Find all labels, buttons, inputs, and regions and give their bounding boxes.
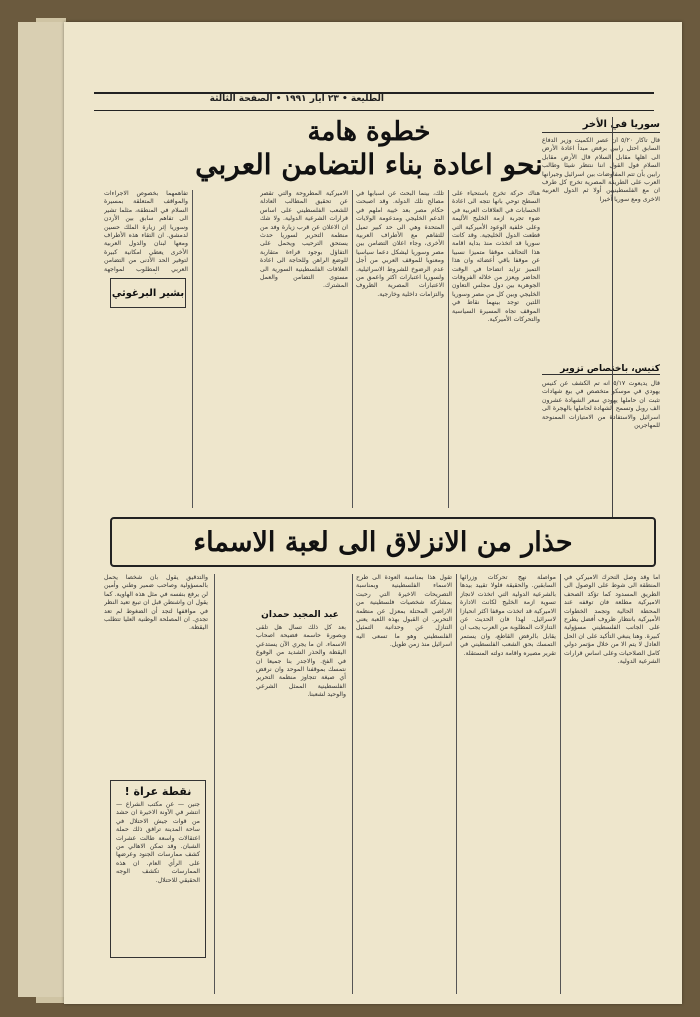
sidebar-title-2: كنيس، باختصاص تزوير: [542, 364, 660, 375]
lower-column-4: بعد كل ذلك تسأل هل تلقى وبصورة حاسمة فضيحة اصحاب الاسماء. ان ما يجري الآن يستدعي اليقظة والحذر الشديد من الوقوع في الفخ. والاجدر بنا جميعا ان نتمسك بموقفنا الموحد وان نرفض أي صيغة تتجاوز منظمة التحرير الفلسطينية الممثل الشرعي والوحيد لشعبنا.: [256, 624, 346, 699]
note-box: [110, 780, 206, 958]
author-box: بشير البرغوثي: [110, 278, 186, 308]
section-banner: [110, 517, 656, 567]
sidebar-text-2: قال يديعوت ٥/١٧ انه تم الكشف عن كنيس يهودي في موسكو متخصص في بيع شهادات تثبت ان حاملها يهودي سعر الشهادة عشرون الف روبل وتسمح الشهادة لحاملها بالهجرة الى اسرائيل والاستفادة من الامتيازات الممنوحة للمهاجرين: [542, 380, 660, 430]
section-title: حذار من الانزلاق الى لعبة الاسماء: [193, 526, 573, 558]
lower-column-3: تقول هذا بمناسبة العودة الى طرح الاسماء الفلسطينية وبمناسبة التصريحات الاخيرة التي رحبت بمشاركة شخصيات فلسطينية من الاراضي المحتلة بمعزل عن منظمة التحرير. ان القبول بهذه اللعبة يعني التنازل عن وحدانية التمثيل الفلسطيني وهو ما تسعى اليه اسرائيل منذ زمن طويل.: [356, 574, 452, 649]
byline: عبد المجيد حمدان: [261, 610, 339, 620]
header-rule-lower: [94, 110, 654, 111]
column-rule: [448, 190, 449, 508]
note-text: جنين — عن مكتب الشراع — انتشر في الآونة الاخيرة ان حشد من قوات جيش الاحتلال في ساحة المدينة ترافق ذلك حملة اعتقالات واسعة طالت عشرات الشبان. وقد تمكن الاهالي من كشف ممارسات الجنود وعرضها على الرأي العام. ان هذه الممارسات تكشف الوجه الحقيقي للاحتلال.: [116, 801, 200, 884]
column-rule: [456, 574, 457, 994]
column-rule: [560, 574, 561, 994]
column-rule: [352, 190, 353, 508]
lower-column-1: اما وقد وصل التحرك الاميركي في المنطقة الى شوط على الوصول الى الطريق المسدود كما تؤكد الصحف الاميركية مطلعة فان توقفه عند المحطة الحالية وتجمد الخطوات الأميركية بانتظار ظروف أفضل يطرح على الجانب الفلسطيني مسؤولية كبيرة. وهنا ينبغي التأكيد على ان الحل العادل لا يتم الا من خلال مؤتمر دولي كامل الصلاحيات وعلى اساس قرارات الشرعية الدولية.: [564, 574, 660, 666]
page-header: الطليعة • ٢٣ أيار ١٩٩١ • الصفحة الثالثة: [209, 94, 384, 104]
article-column-1: هناك حركة تخرج باستحياء على السطح توحي بانها تتجه الى اعادة الحسابات في العلاقات العربية في ضوء تجربة ازمة الخليج الأليمة وعلى خلفية الوعود الأميركية التي قطعت الدول الخليجية. وقد كانت سوريا قد اتخذت منذ بداية اقامة هذا التحالف موقفا متميزا نسبيا عن موقفا باقي أعضائه وان هذا التميز تزايد اتضاحا في الوقت الحاضر ويعزز من خلاله الفروقات الجوهرية بين دول مجلس التعاون الخليجي وبين كل من مصر وسوريا اللتين توجد بينهما نقاط في الموقف تجاه المسيرة السياسية والتحركات الأميركية.: [452, 190, 540, 324]
headline-line-1: خطوة هامة: [307, 117, 431, 147]
sidebar-rule: [612, 117, 613, 517]
column-rule: [352, 574, 353, 994]
article-column-4: تفاهمهما بخصوص الاجراءات والمواقف المتعلقة بمسيرة السلام في المنطقة، مثلما تشير الى تفاهم سابق بين الأردن وسوريا إثر زيارة الملك حسين لدمشق. ان التقاء هذه الأطراف ومعها لبنان والدول العربية الأخرى يعطي امكانية كبيرة لتوفير الحد الأدنى من التضامن العربي المطلوب لمواجهة: [104, 190, 188, 273]
page-edge: [18, 22, 66, 997]
article-column-3: الاميركية المطروحة والتي تقصر عن تحقيق المطالب العادلة للشعب الفلسطيني على اساس قرارات الشرعية الدولية. ولا شك ان الاعلان عن قرب زيارة وفد من منظمة التحرير لسوريا حدث يستحق الترحيب ويحمل على التفاؤل بوجود قراءة متقاربة للوضع الراهن وللحاجة الى اعادة العلاقات الفلسطينية السورية الى مستوى التضامن والعمل المشترك.: [260, 190, 348, 290]
headline-line-2: نحو اعادة بناء التضامن العربي: [195, 148, 543, 181]
sidebar-text: قال تاكار ٥/٢٠ أن عصر الكميت وزير الدفاع السابق احتل رابين برفض مبدأ اعادة الأرض الى اهلها مقابل السلام قال الأرض مقابل السلام فول القول اننا ننتظر شيئا وطالب رابين بأن تتم المفاوضات بين اسرائيل وجيرانها العرب على الطريقة المصرية تخرج كل طرف ان مع الفلسطينيين أولا ثم الدول العربية الاخرى ومع سوريا أخيرا: [542, 137, 660, 203]
article-column-2: تلك، بينما البحث عن اسبابها في مصالح تلك الدولة. وقد اصبحت حكام مصر بعد خيبة املهم في الدعم الخليجي ومدعومة الولايات المتحدة وهي الى حد كبير تميل للتفاهم مع الأطراف العربية الأخرى، وجاء اعلان التضامن بين مصر وسوريا ليشكل دعما سياسيا ومعنويا للموقف العربي من أجل عدم الرضوخ للشروط الاسرائيلية. ولسوريا اعتبارات اكثر واعمق من الاعتبارات المصرية الظروف والتزامات داخلية وخارجية.: [356, 190, 444, 298]
sidebar-title: سوريا في الأخر: [542, 117, 660, 133]
note-title: نقطة عراة !: [124, 785, 192, 798]
article-column-3b: [196, 190, 256, 508]
newspaper-page: [64, 22, 682, 1004]
column-rule: [214, 574, 215, 994]
article-column-4-cont: [104, 312, 188, 508]
lower-column-5: والتدقيق يقول بأن شخصا يحمل بالمسؤولية وصاحب ضمير وطني وأمين لن يرفع بنفسه في مثل هذه الهاوية. كما يقول ان واشنطن قبل ان تبيع تعيد النظر في مواقفها لتجد أن الضغوط لم تعد تجدي. ان المصلحة الوطنية العليا تتطلب اليقظة.: [104, 574, 208, 632]
lower-column-2: مواصلة نهج تحركات وزرائها السابقين. والحقيقة فلولا تقييد بيدها بالشرعية الدولية التي اتخذت لانجاز تسوية ازمة الخليج لكانت الادارة الاميركية قد اتخذت موقفا اكثر انحيازا لاسرائيل. لهذا فان الحديث عن التنازلات المطلوبة من العرب يجب ان يقابل بالرفض القاطع، وان يستمر التمسك بحق الشعب الفلسطيني في تقرير مصيره واقامة دولته المستقلة.: [460, 574, 556, 657]
column-rule: [192, 190, 193, 508]
